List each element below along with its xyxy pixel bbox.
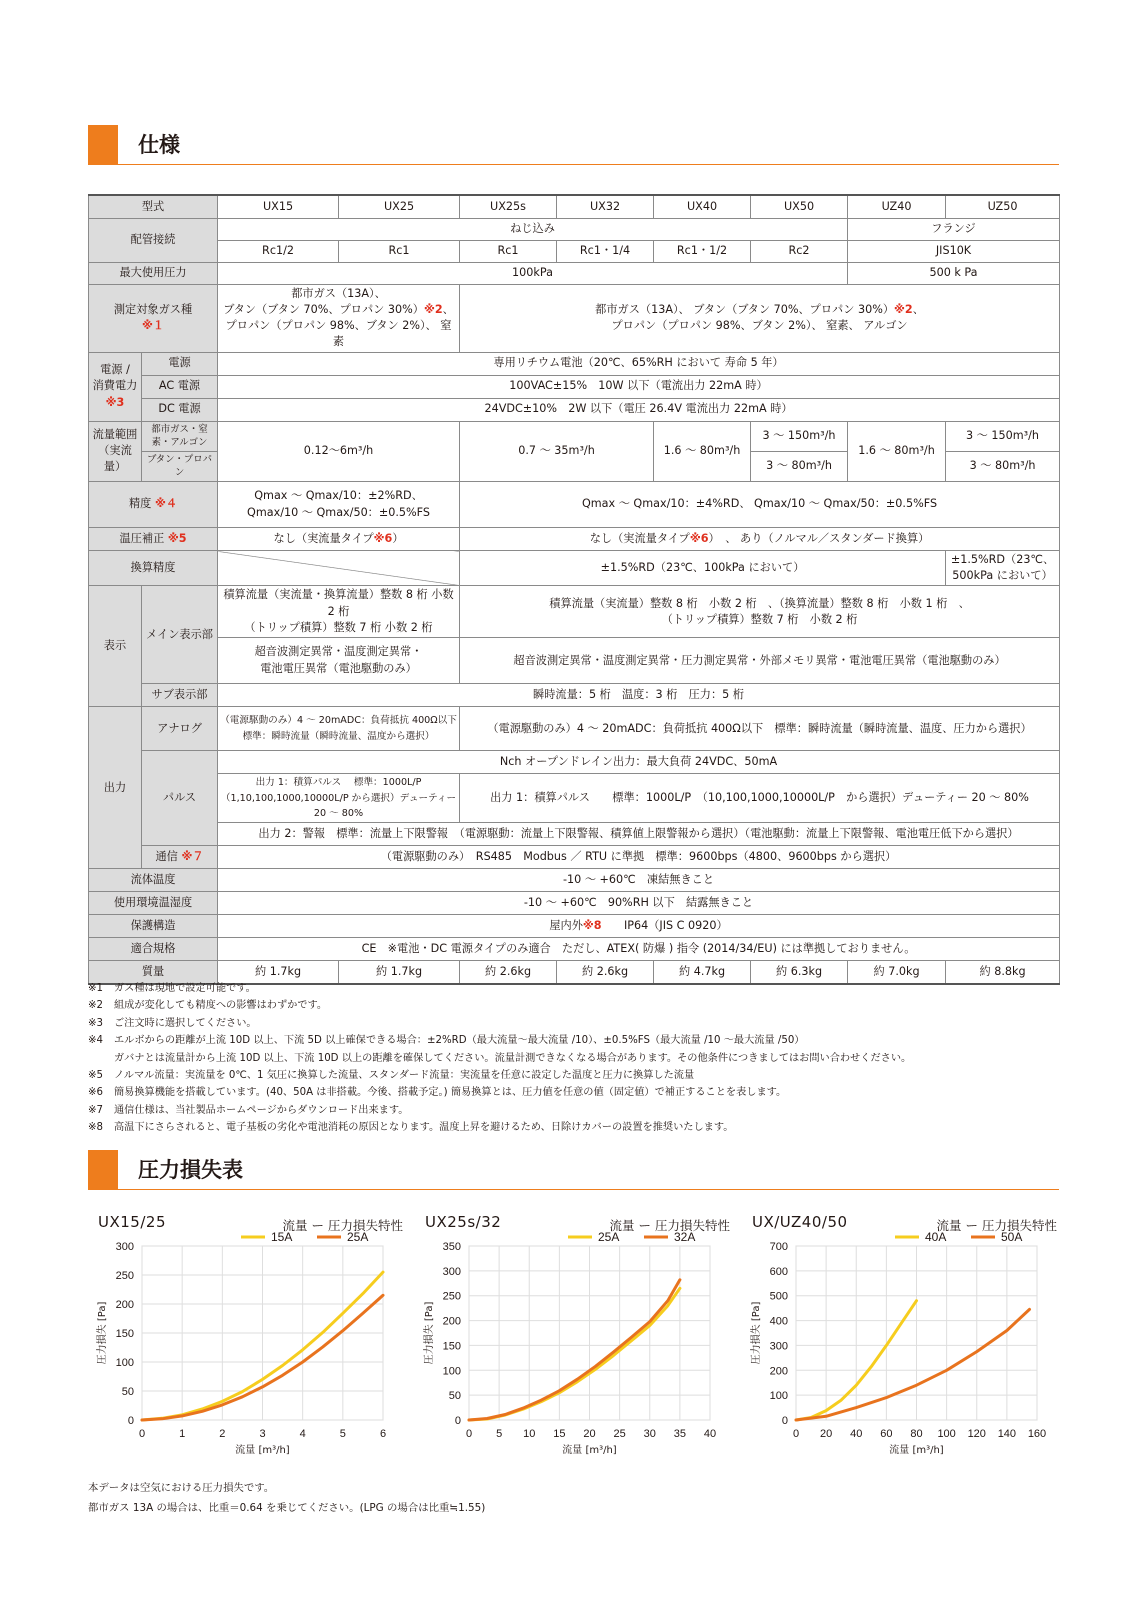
chart-subtitle: 流量 ー 圧力損失特性	[282, 1218, 403, 1233]
mass-value: 約 2.6kg	[460, 961, 557, 984]
y-tick-label: 600	[769, 1265, 788, 1278]
display-line: 超音波測定異常・温度測定異常・	[254, 645, 423, 659]
footnote	[88, 1119, 1059, 1136]
footnote-text: 簡易換算機能を搭載しています。(40、50A は非搭載。今後、搭載予定。) 簡易換算とは、圧力値を任意の値（固定値）で補正することを表します。	[114, 1087, 787, 1099]
y-tick-label: 350	[442, 1241, 461, 1253]
y-tick-label: 400	[769, 1315, 788, 1328]
range-label: 流量範囲	[92, 427, 138, 441]
temp-comp-text: ） 、 あり（ノルマル／スタンダード換算）	[708, 531, 930, 545]
analog-left	[218, 707, 460, 751]
x-tick-label: 100	[937, 1428, 956, 1440]
mass-value: 約 1.7kg	[218, 961, 339, 984]
power-label: 電源 /	[100, 363, 130, 377]
range-row-1	[89, 421, 1060, 451]
footnote-text: ガス種は現地で設定可能です。	[114, 983, 256, 994]
x-tick-label: 60	[880, 1428, 893, 1440]
legend-label: 25A	[598, 1230, 620, 1244]
note-ref: ※2	[423, 302, 443, 316]
footnote-text: 高温下にさらされると、電子基板の劣化や電池消耗の原因となります。温度上昇を避けるため、日除けカバーの設置を推奨いたします。	[114, 1122, 734, 1134]
x-tick-label: 25	[613, 1428, 626, 1440]
pipe-row	[89, 218, 1060, 240]
display-error-left	[218, 638, 460, 684]
footnote-text: ご注文時に選択してください。	[114, 1017, 257, 1029]
gas-note: ※１	[141, 319, 165, 332]
accuracy-right: Qmax ～ Qmax/10：±4%RD、 Qmax/10 ～ Qmax/50：±0.5%FS	[460, 482, 1060, 528]
range-value: 0.12～6m³/h	[218, 421, 460, 482]
temp-comp-row	[89, 528, 1060, 551]
y-tick-label: 0	[454, 1415, 461, 1427]
protection-text: IP64（JIS C 0920）	[601, 919, 728, 933]
power-battery-row	[89, 352, 1060, 375]
pressure-label: 最大使用圧力	[89, 262, 218, 284]
display-main-row	[89, 586, 1060, 638]
chart-svg	[415, 1210, 730, 1475]
display-main-right	[460, 586, 1060, 638]
section-rule	[88, 164, 1059, 165]
display-line: （トリップ積算）整数 7 桁 小数 2 桁	[244, 620, 433, 634]
model-cell: UX50	[751, 195, 848, 218]
accuracy-line: Qmax/10 ～ Qmax/50：±0.5%FS	[247, 505, 431, 519]
analog-right: （電源駆動のみ）4 ～ 20mADC：負荷抵抗 400Ω以下 標準：瞬時流量（瞬時流量、温度、圧力から選択）	[460, 707, 1060, 751]
range-value: 3 ～ 150m³/h	[751, 421, 848, 451]
gas-left	[218, 284, 460, 352]
chart-svg	[88, 1210, 403, 1475]
note-ref: ※2	[894, 302, 913, 316]
range-value: 3 ～ 150m³/h	[946, 421, 1060, 451]
comm-value: （電源駆動のみ） RS485 Modbus ／ RTU に準拠 標準：9600bps（4800、9600bps から選択）	[218, 846, 1060, 869]
temp-comp-text: なし（実流量タイプ	[589, 531, 690, 545]
output-label: 出力	[89, 707, 142, 869]
footnote	[88, 1067, 1059, 1084]
temp-comp-left	[218, 528, 460, 551]
temp-comp-label-cell	[89, 528, 218, 551]
footnote	[88, 1050, 1059, 1067]
gas-right-text: 都市ガス（13A）、 ブタン（ブタン 70%、プロパン 30%）	[595, 302, 895, 316]
power-label-cell	[89, 352, 142, 421]
pipe-size-row	[89, 240, 1060, 262]
range-value: 1.6 ～ 80m³/h	[848, 421, 946, 482]
range-sub-label: 都市ガス・窒素・アルゴン	[142, 421, 218, 451]
analog-line: （電源駆動のみ）4 ～ 20mADC：負荷抵抗 400Ω以下	[220, 715, 457, 727]
footnote-key: ※1	[88, 983, 104, 994]
y-tick-label: 250	[115, 1270, 134, 1282]
standard-row	[89, 938, 1060, 961]
section-rule	[88, 1189, 1059, 1190]
pulse2-value: 出力 2：警報 標準：流量上下限警報 （電源駆動：流量上下限警報、積算値上限警報から選択）（電池駆動：流量上下限警報、電池電圧低下から選択）	[218, 823, 1060, 846]
footnote	[88, 1084, 1059, 1101]
x-tick-label: 120	[967, 1428, 986, 1440]
range-label-cell	[89, 421, 142, 482]
gas-right-line: プロパン（プロパン 98%、ブタン 2%）、 窒素、 アルゴン	[611, 319, 908, 332]
footnote	[88, 997, 1059, 1014]
note-ref: ※6	[689, 531, 709, 545]
chart-note: 本データは空気における圧力損失です。	[88, 1482, 275, 1494]
y-tick-label: 100	[442, 1365, 461, 1378]
model-row	[89, 195, 1060, 218]
footnote-text: ガバナとは流量計から上流 10D 以上、下流 10D 以上の距離を確保してください。流量計測できなくなる場合があります。その他条件につきましてはお問い合わせください。	[114, 1052, 912, 1064]
chart-notes	[88, 1478, 485, 1518]
x-tick-label: 6	[379, 1428, 387, 1440]
range-label: （実流量）	[98, 444, 132, 474]
footnote-text: 通信仕様は、当社製品ホームページからダウンロード出来ます。	[114, 1104, 409, 1116]
gas-row	[89, 284, 1060, 352]
model-cell: UX15	[218, 195, 339, 218]
gas-left-text: 、	[442, 302, 454, 316]
protection-text: 屋内外	[549, 919, 583, 933]
battery-value: 専用リチウム電池（20℃、65%RH において 寿命 5 年）	[218, 352, 1060, 375]
power-dc-row	[89, 398, 1060, 421]
pressure-ux: 100kPa	[218, 262, 848, 284]
footnote-key: ※5	[88, 1070, 104, 1082]
y-axis-label: 圧力損失 [Pa]	[97, 1301, 108, 1365]
power-label: 消費電力	[92, 379, 138, 393]
pulse-line: 出力 1：積算パルス 標準：1000L/P	[255, 777, 422, 789]
pulse-label: パルス	[142, 751, 218, 846]
display-main-label: メイン表示部	[142, 586, 218, 684]
x-tick-label: 4	[299, 1428, 306, 1440]
x-tick-label: 0	[465, 1428, 473, 1440]
y-axis-label: 圧力損失 [Pa]	[424, 1301, 435, 1365]
conversion-right: ±1.5%RD（23℃、500kPa において）	[946, 551, 1060, 586]
legend-label: 25A	[347, 1230, 369, 1244]
footnote-text: 組成が変化しても精度への影響はわずかです。	[114, 1000, 328, 1012]
note-ref: ※７	[181, 850, 204, 864]
note-ref: ※8	[582, 919, 602, 933]
protection-label: 保護構造	[89, 915, 218, 938]
gas-label: 測定対象ガス種	[113, 302, 193, 316]
y-tick-label: 250	[442, 1290, 461, 1303]
x-tick-label: 40	[850, 1428, 863, 1440]
pipe-flange: フランジ	[848, 218, 1060, 240]
pulse-line: （1,10,100,1000,10000L/P から選択）デューティー 20 ～ 80%	[220, 792, 457, 819]
y-tick-label: 500	[769, 1290, 788, 1303]
display-line: 積算流量（実流量）整数 8 桁 小数 2 桁 、（換算流量）整数 8 桁 小数 1 桁 、	[549, 596, 970, 610]
nch-value: Nch オープンドレイン出力：最大負荷 24VDC、50mA	[218, 751, 1060, 774]
y-tick-label: 100	[769, 1390, 788, 1403]
legend-label: 15A	[271, 1230, 293, 1244]
legend-label: 50A	[1001, 1230, 1023, 1244]
comm-label-cell	[142, 846, 218, 869]
pipe-size: Rc1	[339, 240, 460, 262]
x-tick-label: 2	[219, 1428, 226, 1440]
footnote-key	[88, 1050, 114, 1067]
chart-title: UX15/25	[98, 1213, 166, 1231]
x-tick-label: 5	[339, 1428, 346, 1440]
range-sub-label: ブタン・プロパン	[142, 451, 218, 481]
y-tick-label: 300	[769, 1340, 788, 1353]
section-accent-bar	[88, 1150, 118, 1190]
model-cell: UZ50	[946, 195, 1060, 218]
output-analog-row	[89, 707, 1060, 751]
display-sub-value: 瞬時流量：5 桁 温度：3 桁 圧力：5 桁	[218, 684, 1060, 707]
spec-section-header	[88, 125, 1059, 165]
y-tick-label: 0	[127, 1415, 134, 1427]
y-tick-label: 200	[115, 1299, 134, 1311]
output-pulse2-row	[89, 823, 1060, 846]
range-value: 0.7 ～ 35m³/h	[460, 421, 654, 482]
mass-value: 約 2.6kg	[557, 961, 654, 984]
gas-left-text: ブタン（ブタン 70%、プロパン 30%）	[223, 302, 424, 316]
footnote-key: ※4	[88, 1035, 104, 1047]
mass-value: 約 1.7kg	[339, 961, 460, 984]
y-tick-label: 150	[442, 1340, 461, 1353]
footnote	[88, 980, 1059, 997]
x-tick-label: 10	[523, 1428, 536, 1440]
x-tick-label: 15	[553, 1428, 566, 1440]
x-tick-label: 1	[179, 1428, 186, 1440]
legend-label: 32A	[674, 1230, 696, 1244]
ac-label: AC 電源	[142, 375, 218, 398]
y-tick-label: 150	[115, 1328, 134, 1340]
protection-row	[89, 915, 1060, 938]
note-ref: ※6	[373, 531, 393, 545]
env-row	[89, 892, 1060, 915]
analog-line: 標準：瞬時流量（瞬時流量、温度から選択）	[242, 730, 435, 742]
comm-label: 通信	[155, 850, 178, 864]
pipe-label: 配管接続	[89, 218, 218, 262]
model-cell: UX40	[654, 195, 751, 218]
footnotes	[88, 980, 1059, 1137]
protection-value	[218, 915, 1060, 938]
footnote	[88, 1032, 1059, 1049]
x-tick-label: 20	[583, 1428, 596, 1440]
pressure-loss-chart-1	[88, 1210, 403, 1475]
footnote-text: エルボからの距離が上流 10D 以上、下流 5D 以上確保できる場合：±2%RD（最大流量～最大流量 /10）、±0.5%FS（最大流量 /10 ～最大流量 /50）	[114, 1035, 805, 1047]
chart-subtitle: 流量 ー 圧力損失特性	[609, 1218, 730, 1233]
diagonal-empty-cell	[218, 551, 460, 586]
pulse-right: 出力 1：積算パルス 標準：1000L/P （10,100,1000,10000L/P から選択）デューティー 20 ～ 80%	[460, 774, 1060, 823]
display-main-left	[218, 586, 460, 638]
output-pulse-row	[89, 774, 1060, 823]
env-value: -10 ～ +60℃ 90%RH 以下 結露無きこと	[218, 892, 1060, 915]
accuracy-left	[218, 482, 460, 528]
output-comm-row	[89, 846, 1060, 869]
note-ref: ※４	[154, 497, 178, 511]
footnote-key: ※7	[88, 1104, 104, 1116]
conversion-label: 換算精度	[89, 551, 218, 586]
gas-left-line: 都市ガス（13A）、	[291, 286, 386, 300]
power-note: ※3	[105, 395, 125, 409]
x-tick-label: 0	[138, 1428, 146, 1440]
conversion-mid: ±1.5%RD（23℃、100kPa において）	[460, 551, 946, 586]
pipe-threaded: ねじ込み	[218, 218, 848, 240]
mass-value: 約 8.8kg	[946, 961, 1060, 984]
y-tick-label: 200	[442, 1315, 461, 1328]
footnote-key: ※3	[88, 1017, 104, 1029]
chart-title: UX/UZ40/50	[752, 1213, 848, 1231]
env-label: 使用環境温湿度	[89, 892, 218, 915]
pressure-loss-chart-3	[742, 1210, 1057, 1475]
model-cell: UX25s	[460, 195, 557, 218]
footnote	[88, 1015, 1059, 1032]
spec-table	[88, 194, 1060, 985]
gas-left-line: プロパン（プロパン 98%、ブタン 2%）、 窒素	[225, 319, 452, 349]
pipe-size: Rc1・1/4	[557, 240, 654, 262]
pipe-size: Rc1/2	[218, 240, 339, 262]
x-tick-label: 35	[673, 1428, 686, 1440]
x-tick-label: 3	[259, 1428, 266, 1440]
flange-standard: JIS10K	[848, 240, 1060, 262]
display-line: 積算流量（実流量・換算流量）整数 8 桁 小数 2 桁	[223, 588, 454, 618]
pulse-left	[218, 774, 460, 823]
battery-label: 電源	[142, 352, 218, 375]
y-tick-label: 100	[115, 1357, 134, 1369]
footnote	[88, 1102, 1059, 1119]
model-cell: UX32	[557, 195, 654, 218]
pressure-loss-chart-2	[415, 1210, 730, 1475]
spec-title: 仕様	[138, 133, 180, 157]
temp-comp-right	[460, 528, 1060, 551]
mass-value: 約 7.0kg	[848, 961, 946, 984]
gas-left-line	[220, 302, 457, 318]
legend-label: 40A	[925, 1230, 947, 1244]
pipe-size: Rc1・1/2	[654, 240, 751, 262]
range-value: 1.6 ～ 80m³/h	[654, 421, 751, 482]
x-axis-label: 流量 [m³/h]	[235, 1445, 290, 1456]
display-sub-row	[89, 684, 1060, 707]
y-tick-label: 700	[769, 1241, 788, 1253]
y-tick-label: 200	[769, 1365, 788, 1378]
display-line: 電池電圧異常（電池駆動のみ）	[260, 661, 417, 675]
pressure-row	[89, 262, 1060, 284]
power-ac-row	[89, 375, 1060, 398]
chart-title: UX25s/32	[425, 1213, 502, 1231]
x-tick-label: 140	[997, 1428, 1017, 1440]
display-sub-label: サブ表示部	[142, 684, 218, 707]
fluid-temp-label: 流体温度	[89, 869, 218, 892]
range-value: 3 ～ 80m³/h	[946, 451, 1060, 481]
x-tick-label: 20	[820, 1428, 833, 1440]
conversion-row	[89, 551, 1060, 586]
y-axis-label: 圧力損失 [Pa]	[751, 1301, 762, 1365]
dc-label: DC 電源	[142, 398, 218, 421]
chart-svg	[742, 1210, 1057, 1475]
range-value: 3 ～ 80m³/h	[751, 451, 848, 481]
accuracy-row	[89, 482, 1060, 528]
section-accent-bar	[88, 125, 118, 165]
temp-comp-text: なし（実流量タイプ	[273, 531, 374, 545]
dc-value: 24VDC±10% 2W 以下（電圧 26.4V 電流出力 22mA 時）	[218, 398, 1060, 421]
mass-value: 約 6.3kg	[751, 961, 848, 984]
y-tick-label: 300	[115, 1241, 134, 1253]
standard-label: 適合規格	[89, 938, 218, 961]
analog-label: アナログ	[142, 707, 218, 751]
footnote-key: ※8	[88, 1122, 104, 1134]
mass-value: 約 4.7kg	[654, 961, 751, 984]
output-nch-row	[89, 751, 1060, 774]
gas-right-line	[462, 302, 1057, 318]
fluid-temp-value: -10 ～ +60℃ 凍結無きこと	[218, 869, 1060, 892]
model-cell: UZ40	[848, 195, 946, 218]
accuracy-line: Qmax ～ Qmax/10：±2%RD、	[254, 489, 423, 503]
temp-comp-label: 温圧補正	[119, 531, 165, 545]
loss-title: 圧力損失表	[138, 1158, 243, 1182]
accuracy-label: 精度	[128, 497, 152, 511]
gas-label-cell	[89, 284, 218, 352]
pressure-uz: 500 k Pa	[848, 262, 1060, 284]
model-cell: UX25	[339, 195, 460, 218]
note-ref: ※5	[167, 531, 187, 545]
x-tick-label: 5	[496, 1428, 503, 1440]
y-tick-label: 0	[781, 1415, 788, 1427]
display-error-row	[89, 638, 1060, 684]
pipe-size: Rc1	[460, 240, 557, 262]
footnote-key: ※6	[88, 1087, 104, 1099]
mass-label: 質量	[89, 961, 218, 984]
x-axis-label: 流量 [m³/h]	[889, 1445, 944, 1456]
gas-right	[460, 284, 1060, 352]
chart-note: 都市ガス 13A の場合は、比重＝0.64 を乗じてください。(LPG の場合は比重≒1.55)	[88, 1502, 486, 1514]
standard-value: CE ※電池・DC 電源タイプのみ適合 ただし、ATEX( 防爆 ) 指令 (2014/34/EU) には準拠しておりません。	[218, 938, 1060, 961]
display-line: （トリップ積算）整数 7 桁 小数 2 桁	[661, 612, 858, 626]
y-tick-label: 50	[448, 1390, 461, 1403]
y-tick-label: 50	[121, 1386, 134, 1398]
fluid-temp-row	[89, 869, 1060, 892]
y-tick-label: 300	[442, 1265, 461, 1278]
x-tick-label: 0	[792, 1428, 800, 1440]
x-axis-label: 流量 [m³/h]	[562, 1445, 617, 1456]
temp-comp-text: ）	[392, 531, 404, 545]
model-label: 型式	[89, 195, 218, 218]
x-tick-label: 80	[910, 1428, 923, 1440]
footnote-key: ※2	[88, 1000, 104, 1012]
x-tick-label: 30	[643, 1428, 656, 1440]
pipe-size: Rc2	[751, 240, 848, 262]
display-label: 表示	[89, 586, 142, 707]
x-tick-label: 40	[703, 1428, 717, 1440]
ac-value: 100VAC±15% 10W 以下（電流出力 22mA 時）	[218, 375, 1060, 398]
loss-section-header	[88, 1150, 1059, 1190]
x-tick-label: 160	[1027, 1428, 1047, 1440]
display-error-right: 超音波測定異常・温度測定異常・圧力測定異常・外部メモリ異常・電池電圧異常（電池駆動のみ）	[460, 638, 1060, 684]
chart-subtitle: 流量 ー 圧力損失特性	[936, 1218, 1057, 1233]
accuracy-label-cell	[89, 482, 218, 528]
footnote-text: ノルマル流量：実流量を 0℃、1 気圧に換算した流量、スタンダード流量：実流量を任意に設定した温度と圧力に換算した流量	[114, 1070, 695, 1082]
gas-right-text: 、	[912, 302, 924, 316]
